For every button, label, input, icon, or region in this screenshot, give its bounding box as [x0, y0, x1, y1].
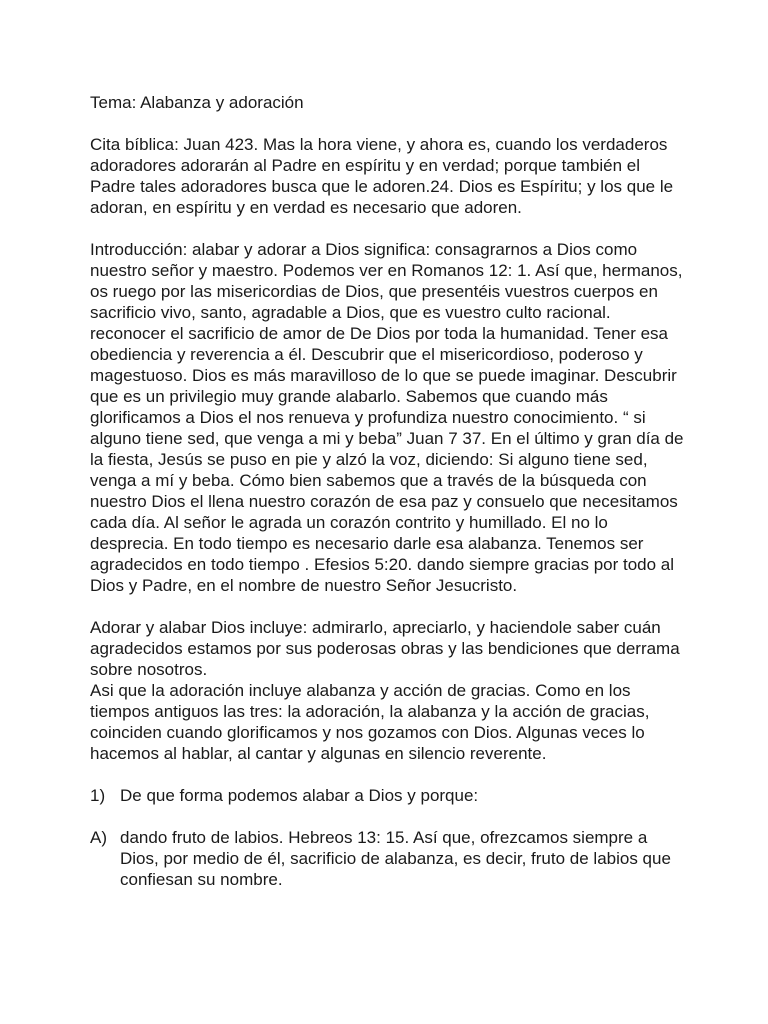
introduccion-paragraph: Introducción: alabar y adorar a Dios significa: consagrarnos a Dios como nuestro señor y maestro. Podemos ver en Romanos 12: 1. Así que, hermanos, os ruego por las misericordias de Dios, que presentéis vuestros cuerpos en sacrificio vivo, santo, agradable a Dios, que es vuestro culto racional. reconocer el sacrificio de amor de De Dios por toda la humanidad. Tener esa obediencia y reverencia a él. Descubrir que el misericordioso, poderoso y magestuoso. Dios es más maravilloso de lo que se puede imaginar. Descubrir que es un privilegio muy grande alabarlo. Sabemos que cuando más glorificamos a Dios el nos renueva y profundiza nuestro conocimiento. “ si alguno tiene sed, que venga a mi y beba” Juan 7 37. En el último y gran día de la fiesta, Jesús se puso en pie y alzó la voz, diciendo: Si alguno tiene sed, venga a mí y beba. Cómo bien sabemos que a través de la búsqueda con nuestro Dios el llena nuestro corazón de esa paz y consuelo que necesitamos cada día. Al señor le agrada un corazón contrito y humillado. El no lo desprecia. En todo tiempo es necesario darle esa alabanza. Tenemos ser agradecidos en todo tiempo . Efesios 5:20. dando siempre gracias por todo al Dios y Padre, en el nombre de nuestro Señor Jesucristo.	[90, 240, 684, 595]
asi-que-paragraph: Asi que la adoración incluye alabanza y acción de gracias. Como en los tiempos antiguos las tres: la adoración, la alabanza y la acción de gracias, coinciden cuando glorificamos y nos gozamos con Dios. Algunas veces lo hacemos al hablar, al cantar y algunas en silencio reverente.	[90, 681, 650, 763]
list-item-text: De que forma podemos alabar a Dios y porque:	[120, 786, 479, 805]
adorar-paragraph: Adorar y alabar Dios incluye: admirarlo, apreciarlo, y haciendole saber cuán agradecidos estamos por sus poderosas obras y las bendiciones que derrama sobre nosotros.	[90, 618, 680, 679]
list-item-text: dando fruto de labios. Hebreos 13: 15. Así que, ofrezcamos siempre a Dios, por medio de él, sacrificio de alabanza, es decir, fruto de labios que confiesan su nombre.	[120, 828, 671, 889]
list-item-a	[90, 827, 690, 890]
cita-biblica-paragraph: Cita bíblica: Juan 423. Mas la hora viene, y ahora es, cuando los verdaderos adoradores adorarán al Padre en espíritu y en verdad; porque también el Padre tales adoradores busca que le adoren.24. Dios es Espíritu; y los que le adoran, en espíritu y en verdad es necesario que adoren.	[90, 135, 674, 217]
document-title: Tema: Alabanza y adoración	[90, 93, 304, 112]
list-item-1	[90, 785, 690, 806]
list-marker: A)	[90, 828, 107, 847]
document-page	[90, 92, 690, 911]
list-marker: 1)	[90, 786, 106, 805]
